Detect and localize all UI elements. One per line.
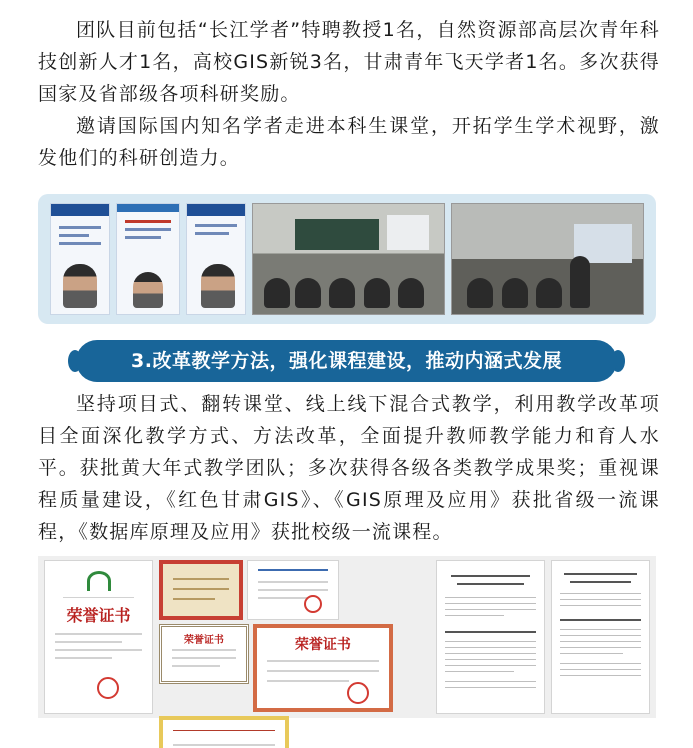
section-3-body: 坚持项目式、翻转课堂、线上线下混合式教学，利用教学改革项目全面深化教学方式、方法改革，全面提升教师教学能力和育人水平。获批黄大年式教学团队；多次获得各级各类教学成果奖；重视课程质量建设，《红色甘肃GIS》、《GIS原理及应用》获批省级一流课程，《数据库原理及应用》获批校级一流课程。 <box>38 393 660 543</box>
award-certificate <box>159 560 243 620</box>
award-certificate <box>159 624 249 684</box>
seminar-photo <box>451 203 644 315</box>
published-paper-page <box>436 560 545 714</box>
award-certificate-gold <box>159 716 289 748</box>
award-certificate <box>247 560 339 620</box>
intro-paragraph-team: 团队目前包括“长江学者”特聘教授1名，自然资源部高层次青年科技创新人才1名，高校GIS新锐3名，甘肃青年飞天学者1名。多次获得国家及省部级各项科研奖励。 <box>38 19 660 105</box>
lecture-poster-image <box>116 203 180 315</box>
lecture-poster-image <box>50 203 110 315</box>
seal-icon <box>347 682 369 704</box>
section-heading-3: 3.改革教学方法，强化课程建设，推动内涵式发展 <box>76 340 617 382</box>
seal-icon <box>97 677 119 699</box>
published-paper-page <box>551 560 650 714</box>
award-certificate-grid <box>159 560 430 714</box>
award-certificate-large <box>253 624 393 712</box>
emblem-icon <box>87 571 111 591</box>
certificate-title: 荣誉证书 <box>66 606 131 625</box>
classroom-lecture-photo <box>252 203 445 315</box>
certificate-small-title: 荣誉证书 <box>183 635 224 646</box>
seal-icon <box>304 595 322 613</box>
certificates-strip <box>38 556 656 718</box>
lecture-photo-strip <box>38 194 656 324</box>
lecture-poster-image <box>186 203 246 315</box>
intro-paragraph-scholars: 邀请国际国内知名学者走进本科生课堂，开拓学生学术视野，激发他们的科研创造力。 <box>38 115 660 169</box>
honor-certificate <box>44 560 153 714</box>
certificate-large-title: 荣誉证书 <box>294 637 351 653</box>
